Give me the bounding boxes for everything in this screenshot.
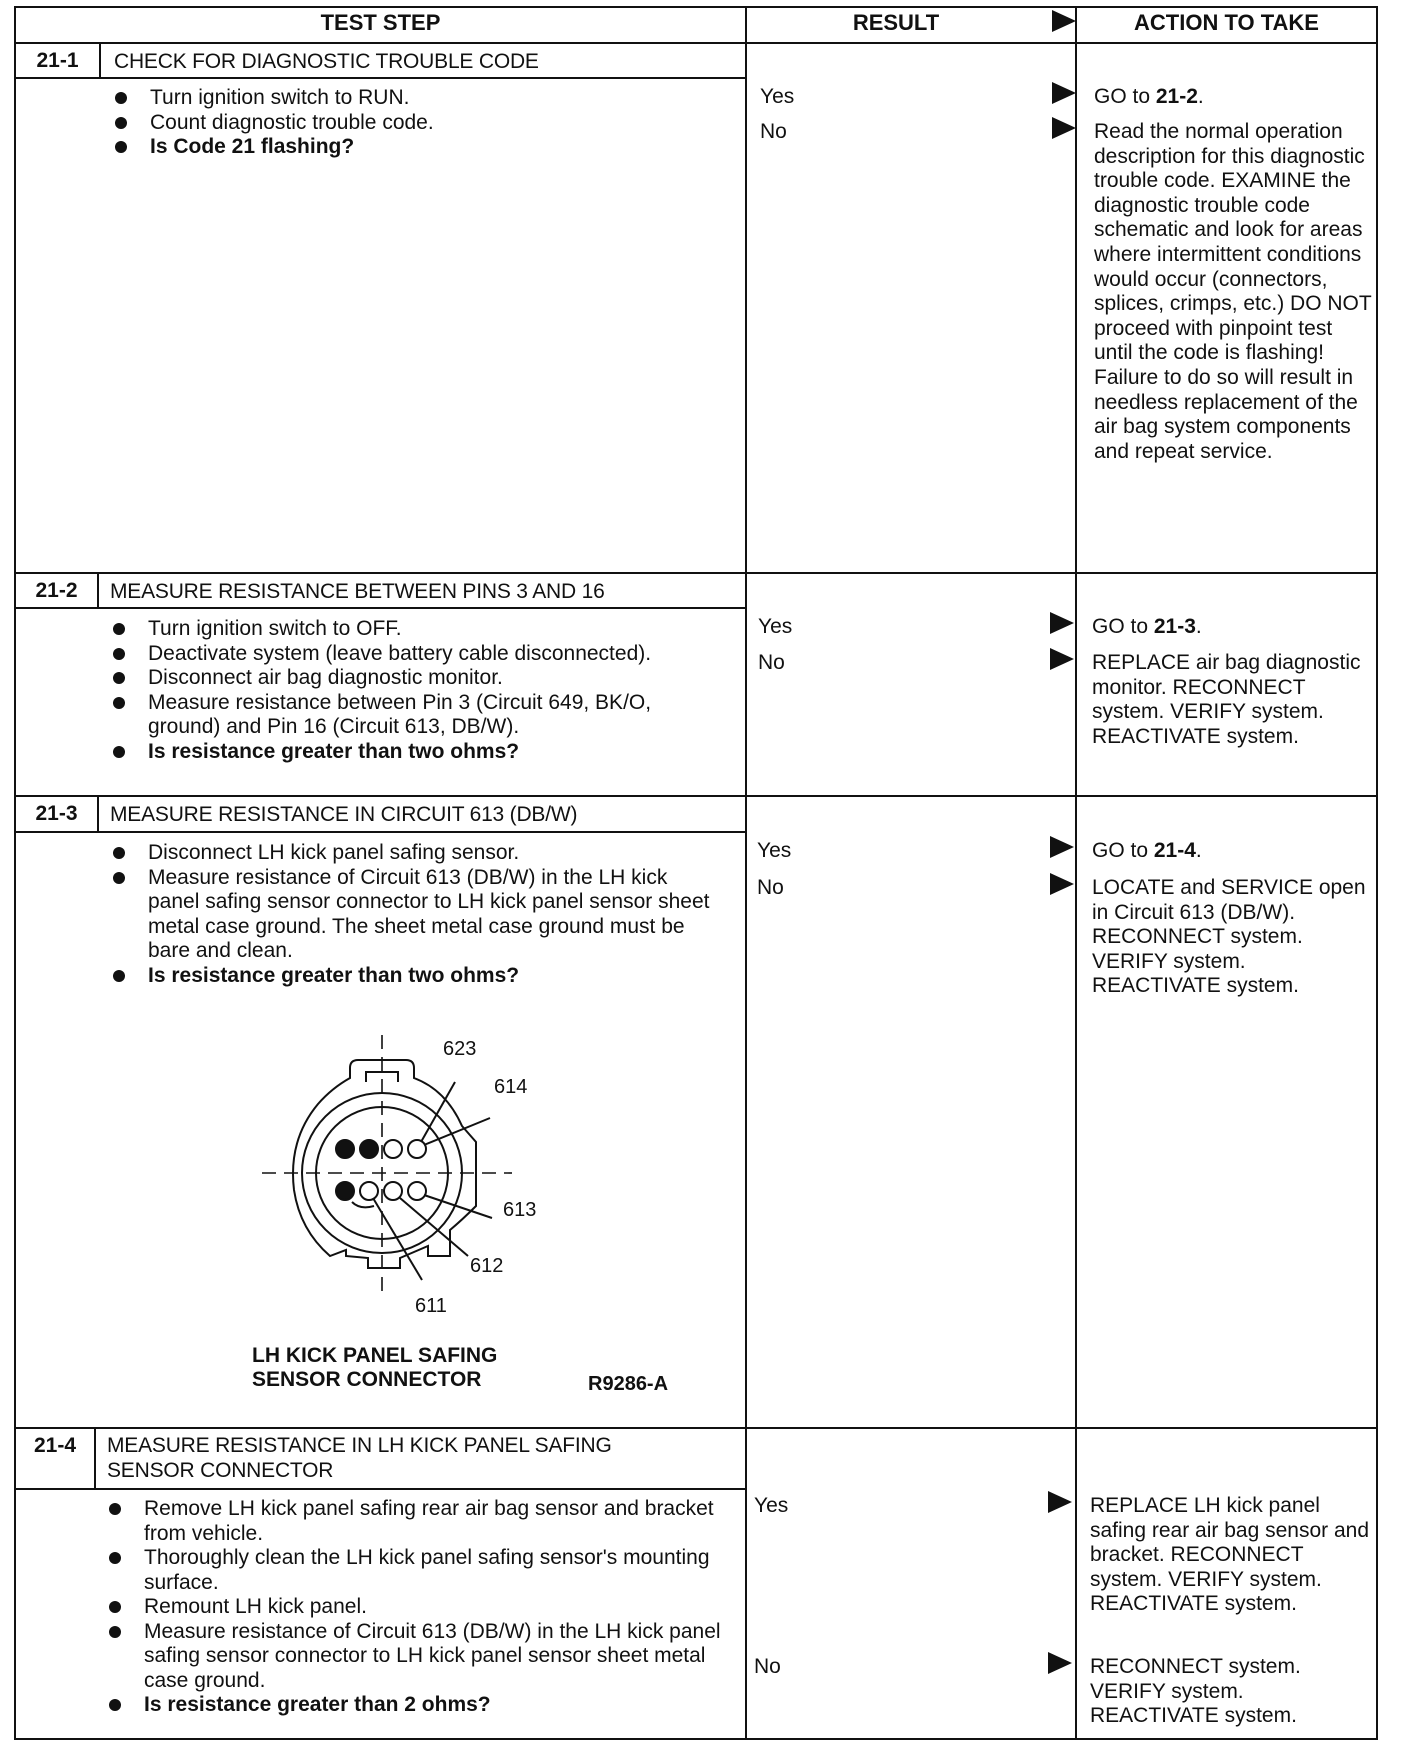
action-target: 21-4 — [1153, 839, 1196, 862]
step-bullets — [108, 841, 718, 988]
header-action: ACTION TO TAKE — [1134, 10, 1319, 35]
bullet-item: Measure resistance between Pin 3 (Circuit 649, BK/O, ground) and Pin 16 (Circuit 613, DB/W). — [108, 691, 728, 740]
step-number: 21-1 — [36, 49, 79, 72]
action-no: REPLACE air bag diagnostic monitor. RECONNECT system. VERIFY system. REACTIVATE system. — [1092, 651, 1361, 748]
figure-caption-line: LH KICK PANEL SAFING — [252, 1344, 498, 1367]
action-target: 21-2 — [1155, 85, 1198, 108]
step-bullets — [110, 86, 730, 160]
action-suffix: . — [1195, 615, 1202, 638]
step-bullets — [104, 1497, 724, 1718]
result-yes: Yes — [757, 839, 792, 862]
step-title: CHECK FOR DIAGNOSTIC TROUBLE CODE — [114, 50, 539, 73]
arrow-icon — [1052, 82, 1076, 104]
action-prefix: GO to — [1092, 615, 1154, 638]
pin-label: 612 — [470, 1255, 504, 1277]
step-number: 21-4 — [33, 1434, 77, 1457]
pin-label: 614 — [494, 1076, 528, 1098]
step-number: 21-3 — [35, 802, 78, 825]
header-result: RESULT — [852, 10, 940, 35]
step-bullets — [108, 617, 728, 764]
step-title: MEASURE RESISTANCE IN CIRCUIT 613 (DB/W) — [110, 803, 578, 826]
result-no: No — [758, 651, 785, 674]
arrow-icon — [1048, 1491, 1072, 1513]
bullet-question: Is resistance greater than two ohms? — [108, 964, 718, 989]
bullet-item: Measure resistance of Circuit 613 (DB/W) in the LH kick panel safing sensor connector to LH kick panel sensor sheet metal case ground. The sheet metal case ground must be bare and clean. — [108, 866, 718, 964]
bullet-item: Deactivate system (leave battery cable disconnected). — [108, 642, 728, 667]
bullet-question: Is Code 21 flashing? — [110, 135, 730, 160]
bullet-item: Measure resistance of Circuit 613 (DB/W) in the LH kick panel safing sensor connector to LH kick panel sensor sheet metal case ground. — [104, 1620, 724, 1694]
action-prefix: GO to — [1092, 839, 1154, 862]
pin-label: 611 — [415, 1295, 447, 1317]
action-no: LOCATE and SERVICE open in Circuit 613 (DB/W). RECONNECT system. VERIFY system. REACTIVATE system. — [1092, 876, 1366, 998]
action-prefix: GO to — [1094, 85, 1156, 108]
header-test-step: TEST STEP — [320, 10, 441, 35]
bullet-item: Thoroughly clean the LH kick panel safing sensor's mounting surface. — [104, 1546, 724, 1595]
pin-label: 613 — [503, 1199, 537, 1221]
figure-caption — [252, 1344, 497, 1392]
result-yes: Yes — [754, 1494, 789, 1517]
arrow-icon — [1050, 648, 1074, 670]
arrow-icon — [1050, 873, 1074, 895]
action-yes — [1092, 839, 1374, 864]
action-yes — [1092, 615, 1374, 640]
connector-diagram — [250, 1030, 570, 1310]
arrow-icon — [1048, 1652, 1072, 1674]
arrow-icon — [1050, 836, 1074, 858]
figure-code: R9286-A — [588, 1373, 669, 1395]
result-no: No — [754, 1655, 781, 1678]
result-no: No — [757, 876, 784, 899]
pin-label: 623 — [443, 1038, 477, 1060]
action-no: Read the normal operation description for this diagnostic trouble code. EXAMINE the diagnostic trouble code schematic and look for areas where intermittent conditions would occur (connectors, splices, crimps, etc.) DO NOT proceed with pinpoint test until the code is flashing! Failure to do so will result in needless replacement of the air bag system components and repeat service. — [1094, 120, 1372, 463]
arrow-icon — [1050, 612, 1074, 634]
action-yes: REPLACE LH kick panel safing rear air bag sensor and bracket. RECONNECT system. VERIFY system. REACTIVATE system. — [1090, 1494, 1369, 1616]
arrow-icon — [1052, 117, 1076, 139]
bullet-item: Disconnect air bag diagnostic monitor. — [108, 666, 728, 691]
header-arrow-icon — [1052, 10, 1076, 32]
result-no: No — [760, 120, 787, 143]
step-title: MEASURE RESISTANCE BETWEEN PINS 3 AND 16 — [110, 580, 605, 603]
bullet-item: Turn ignition switch to OFF. — [108, 617, 728, 642]
bullet-item: Turn ignition switch to RUN. — [110, 86, 730, 111]
step-title: MEASURE RESISTANCE IN LH KICK PANEL SAFING SENSOR CONNECTOR — [107, 1434, 612, 1482]
action-yes — [1094, 85, 1376, 110]
bullet-question: Is resistance greater than two ohms? — [108, 740, 728, 765]
action-no: RECONNECT system. VERIFY system. REACTIVATE system. — [1090, 1655, 1301, 1728]
bullet-item: Count diagnostic trouble code. — [110, 111, 730, 136]
result-yes: Yes — [760, 85, 795, 108]
figure-caption-line: SENSOR CONNECTOR — [252, 1368, 482, 1391]
bullet-item: Remove LH kick panel safing rear air bag sensor and bracket from vehicle. — [104, 1497, 724, 1546]
bullet-item: Remount LH kick panel. — [104, 1595, 724, 1620]
step-number: 21-2 — [35, 579, 78, 602]
bullet-item: Disconnect LH kick panel safing sensor. — [108, 841, 718, 866]
result-yes: Yes — [758, 615, 793, 638]
action-suffix: . — [1195, 839, 1202, 862]
action-target: 21-3 — [1153, 615, 1196, 638]
bullet-question: Is resistance greater than 2 ohms? — [104, 1693, 724, 1718]
action-suffix: . — [1197, 85, 1204, 108]
